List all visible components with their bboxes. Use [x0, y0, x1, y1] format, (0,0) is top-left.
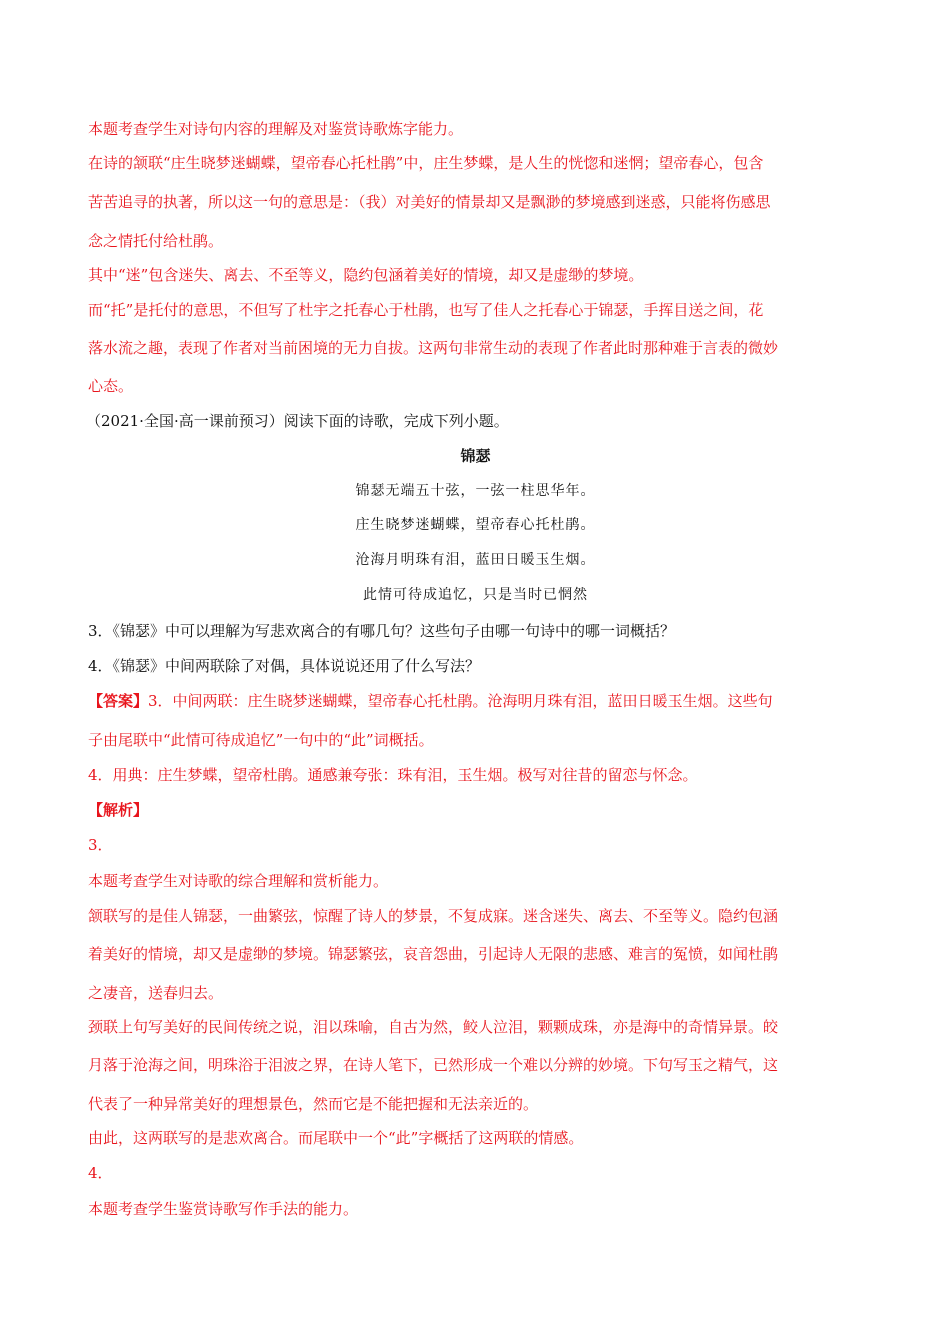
question-3: 3．《锦瑟》中可以理解为写悲欢离合的有哪几句？这些句子由哪一句诗中的哪一词概括？	[88, 622, 676, 640]
analysis-line: 代表了一种异常美好的理想景色，然而它是不能把握和无法亲近的。	[88, 1095, 539, 1113]
answer-3-line	[88, 691, 863, 711]
answer-3-line: 子由尾联中“此情可待成追忆”一句中的“此”词概括。	[88, 731, 434, 749]
analysis-line: 心态。	[88, 377, 134, 395]
question-intro: （2021·全国·高一课前预习）阅读下面的诗歌，完成下列小题。	[86, 412, 509, 430]
answer-label: 【答案】	[88, 692, 149, 710]
answer-3-text: 3．中间两联：庄生晓梦迷蝴蝶，望帝春心托杜鹃。沧海明月珠有泪，蓝田日暖玉生烟。这些句	[148, 692, 773, 710]
poem-line: 沧海月明珠有泪，蓝田日暖玉生烟。	[355, 552, 596, 568]
poem-line: 庄生晓梦迷蝴蝶，望帝春心托杜鹃。	[355, 517, 596, 533]
analysis-line: 之凄音，送春归去。	[88, 984, 224, 1002]
poem-title: 锦瑟	[460, 447, 491, 465]
analysis-line: 颔联写的是佳人锦瑟，一曲繁弦，惊醒了诗人的梦景，不复成寐。迷含迷失、离去、不至等义。隐约包涵	[88, 907, 779, 925]
answer-4-line: 4．用典：庄生梦蝶，望帝杜鹃。通感兼夸张：珠有泪，玉生烟。极写对往昔的留恋与怀念。	[88, 766, 698, 784]
analysis-number-3: 3．	[88, 836, 113, 854]
analysis-line: 而“托”是托付的意思，不但写了杜宇之托春心于杜鹃，也写了佳人之托春心于锦瑟，手挥目送之间，花	[88, 301, 764, 319]
analysis-line: 苦苦追寻的执著，所以这一句的意思是：（我）对美好的情景却又是飘渺的梦境感到迷惑，只能将伤感思	[88, 193, 771, 211]
analysis-line: 在诗的颔联“庄生晓梦迷蝴蝶，望帝春心托杜鹃”中，庄生梦蝶，是人生的恍惚和迷惘；望帝春心，包含	[88, 154, 764, 172]
analysis-line: 本题考查学生鉴赏诗歌写作手法的能力。	[88, 1200, 359, 1218]
analysis-line: 月落于沧海之间，明珠浴于泪波之界，在诗人笔下，已然形成一个难以分辨的妙境。下句写玉之精气，这	[88, 1056, 779, 1074]
analysis-number-4: 4．	[88, 1164, 113, 1182]
analysis-line: 颈联上句写美好的民间传统之说，泪以珠喻，自古为然，鲛人泣泪，颗颗成珠，亦是海中的奇情异景。皎	[88, 1018, 779, 1036]
analysis-line: 本题考查学生对诗歌的综合理解和赏析能力。	[88, 872, 389, 890]
poem-line: 锦瑟无端五十弦，一弦一柱思华年。	[355, 483, 596, 499]
question-4: 4．《锦瑟》中间两联除了对偶，具体说说还用了什么写法？	[88, 657, 481, 675]
analysis-line: 念之情托付给杜鹃。	[88, 232, 224, 250]
analysis-line: 落水流之趣，表现了作者对当前困境的无力自拔。这两句非常生动的表现了作者此时那种难于言表的微妙	[88, 339, 779, 357]
analysis-line: 着美好的情境，却又是虚缈的梦境。锦瑟繁弦，哀音怨曲，引起诗人无限的悲感、难言的冤愤，如闻杜鹃	[88, 945, 779, 963]
poem-line: 此情可待成追忆，只是当时已惘然	[363, 587, 588, 603]
analysis-label: 【解析】	[88, 801, 149, 819]
analysis-line: 本题考查学生对诗句内容的理解及对鉴赏诗歌炼字能力。	[88, 120, 464, 138]
analysis-line: 其中“迷”包含迷失、离去、不至等义，隐约包涵着美好的情境，却又是虚缈的梦境。	[88, 266, 644, 284]
analysis-line: 由此，这两联写的是悲欢离合。而尾联中一个“此”字概括了这两联的情感。	[88, 1129, 584, 1147]
